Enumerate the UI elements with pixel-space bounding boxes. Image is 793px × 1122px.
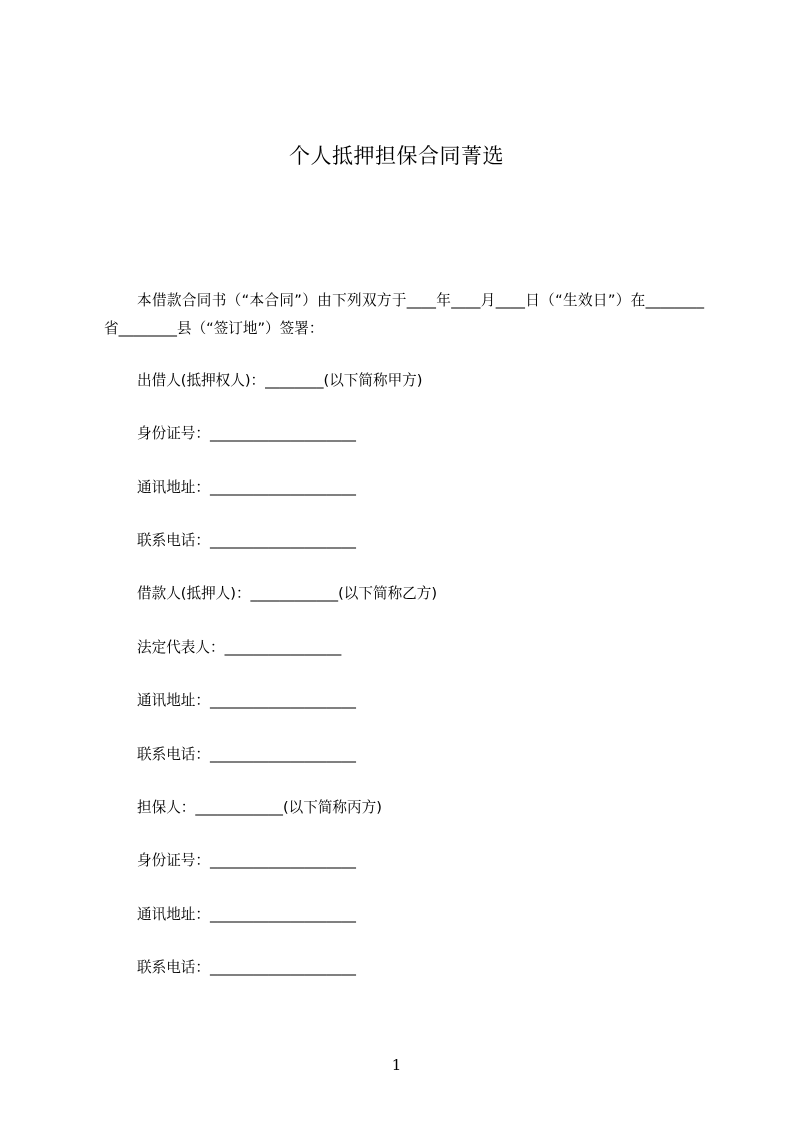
guarantor-address-line: 通讯地址：____________________ — [137, 906, 356, 923]
document-title: 个人抵押担保合同菁选 — [289, 144, 504, 168]
lender-id-number-line: 身份证号：____________________ — [137, 425, 356, 442]
guarantor-line: 担保人：____________(以下简称丙方) — [137, 799, 382, 816]
borrower-phone-line: 联系电话：____________________ — [137, 746, 356, 763]
borrower-address-line: 通讯地址：____________________ — [137, 692, 356, 709]
legal-representative-line: 法定代表人：________________ — [137, 639, 342, 656]
lender-line: 出借人(抵押权人)：________(以下简称甲方) — [137, 372, 423, 389]
page-number: 1 — [391, 1056, 402, 1074]
borrower-line: 借款人(抵押人)：____________(以下简称乙方) — [137, 585, 438, 602]
intro-paragraph: 本借款合同书（“本合同”）由下列双方于____年____月____日（“生效日”）在________省________县（“签订地”）签署： — [104, 292, 704, 337]
guarantor-id-number-line: 身份证号：____________________ — [137, 852, 356, 869]
lender-phone-line: 联系电话：____________________ — [137, 532, 356, 549]
guarantor-phone-line: 联系电话：____________________ — [137, 959, 356, 976]
lender-address-line: 通讯地址：____________________ — [137, 479, 356, 496]
